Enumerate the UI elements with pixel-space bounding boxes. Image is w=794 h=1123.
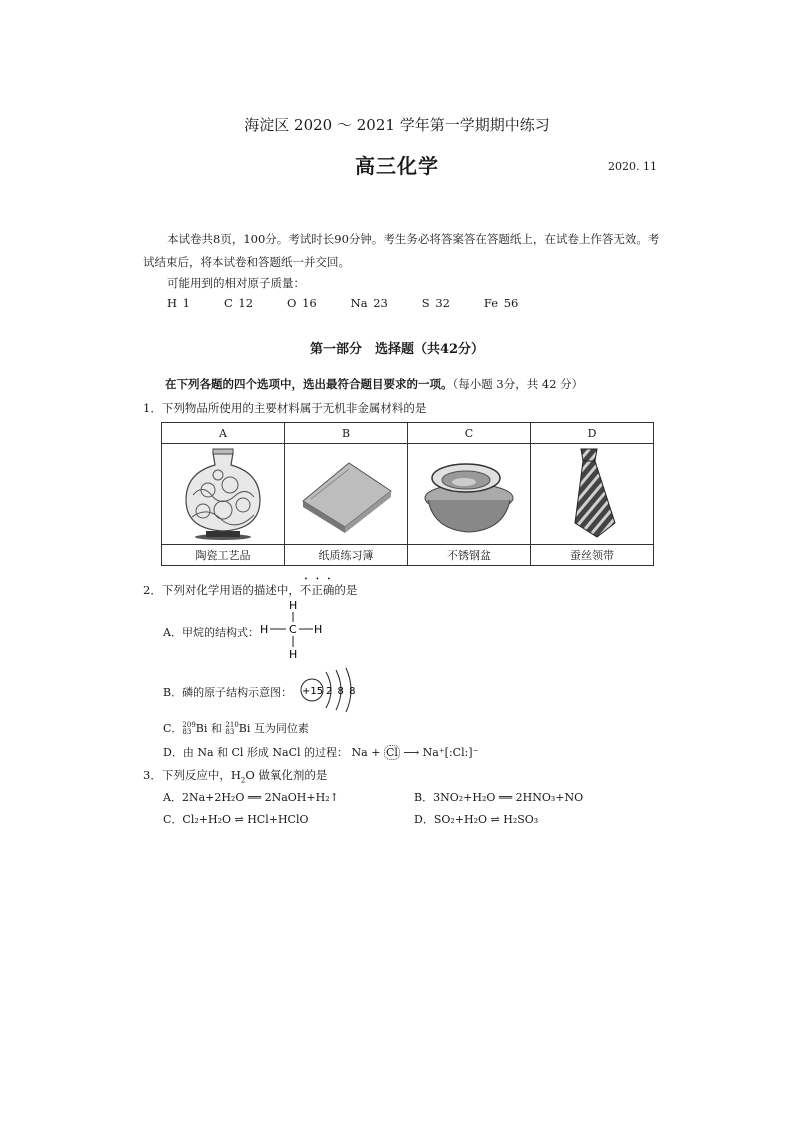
- q1-image-cell-a: [162, 444, 285, 545]
- nacl-na: Na: [351, 746, 368, 759]
- q1-image-cell-b: [285, 444, 408, 545]
- methane-h-top: H: [289, 599, 298, 612]
- q1-header-c: C: [408, 423, 531, 444]
- q1-header-a: A: [162, 423, 285, 444]
- methane-h-left: H: [260, 623, 269, 636]
- mass-h: H 1: [167, 296, 191, 310]
- nacl-product: Na⁺[:Cl:]⁻: [422, 746, 479, 759]
- q2-option-c: C． 209 83 Bi 和 210 83 Bi 互为同位素: [163, 721, 309, 736]
- steel-basin-image: [414, 450, 524, 536]
- mass-c: C 12: [223, 296, 254, 310]
- exam-date: 2020. 11: [608, 160, 657, 173]
- methane-h-right: H: [314, 623, 323, 636]
- mass-na: Na 23: [350, 296, 388, 310]
- methane-structure: [258, 598, 328, 662]
- atomic-mass-list: [167, 296, 518, 310]
- q1-image-cell-d: [531, 444, 654, 545]
- intro-paragraph: 本试卷共8页，100分。考试时长90分钟。考生务必将答案答在答题纸上，在试卷上作答无效。考试结束后，将本试卷和答题纸一并交回。: [143, 232, 660, 269]
- q2-option-a-label: A．甲烷的结构式：: [163, 626, 259, 639]
- q2-option-b-label: B．磷的原子结构示意图：: [163, 686, 293, 699]
- phosphorus-shells: 2 8 8: [326, 686, 357, 697]
- phosphorus-nucleus: +15: [302, 686, 324, 697]
- silk-tie-image: [537, 447, 647, 539]
- q1-header-b: B: [285, 423, 408, 444]
- phosphorus-atom-diagram: [296, 664, 360, 714]
- exam-subtitle: 高三化学: [355, 154, 439, 178]
- q1-caption-c: 不锈钢盆: [408, 545, 531, 566]
- section-title: 第一部分 选择题（共42分）: [309, 342, 485, 357]
- section-instruction: [165, 376, 583, 392]
- q3-option-a: A．2Na+2H₂O ══ 2NaOH+H₂↑: [163, 791, 339, 804]
- exam-title: 海淀区 2020 ～ 2021 学年第一学期期中练习: [244, 116, 550, 134]
- methane-h-bottom: H: [289, 648, 298, 661]
- notebook-image: [291, 453, 401, 533]
- q3-option-d: D．SO₂+H₂O ⇌ H₂SO₃: [414, 813, 539, 826]
- q2-emphasis: 不正确: [299, 583, 335, 597]
- mass-s: S 32: [421, 296, 450, 310]
- q1-image-cell-c: [408, 444, 531, 545]
- methane-c: C: [289, 623, 297, 636]
- q3-option-c: C．Cl₂+H₂O ⇌ HCl+HClO: [163, 813, 309, 826]
- reaction-arrow: ⟶: [403, 746, 420, 759]
- mass-fe: Fe 56: [483, 296, 519, 310]
- q2-option-d: D．由 Na 和 Cl 形成 NaCl 的过程： Na + Cl ⟶ Na⁺[:Cl:]⁻: [163, 746, 479, 759]
- q1-stem: 1．下列物品所使用的主要材料属于无机非金属材料的是: [143, 401, 427, 415]
- q3-stem: 3．下列反应中，$H_2O$ 做氧化剂的是: [143, 768, 328, 785]
- instruction-bold: 在下列各题的四个选项中，选出最符合题目要求的一项。: [165, 377, 453, 391]
- q1-caption-a: 陶瓷工艺品: [162, 545, 285, 566]
- q1-table: [161, 422, 654, 566]
- instruction-rest: （每小题 3分，共 42 分）: [452, 377, 584, 391]
- q2-stem: 2．下列对化学用语的描述中，不正确的是: [143, 583, 358, 597]
- q1-caption-d: 蚕丝领带: [531, 545, 654, 566]
- q1-caption-b: 纸质练习簿: [285, 545, 408, 566]
- nacl-cl: Cl: [385, 746, 398, 759]
- atomic-mass-label: 可能用到的相对原子质量：: [167, 276, 305, 290]
- q3-option-b: B．3NO₂+H₂O ══ 2HNO₃+NO: [414, 791, 584, 804]
- q1-header-d: D: [531, 423, 654, 444]
- mass-o: O 16: [286, 296, 317, 310]
- porcelain-vase-image: [168, 445, 278, 541]
